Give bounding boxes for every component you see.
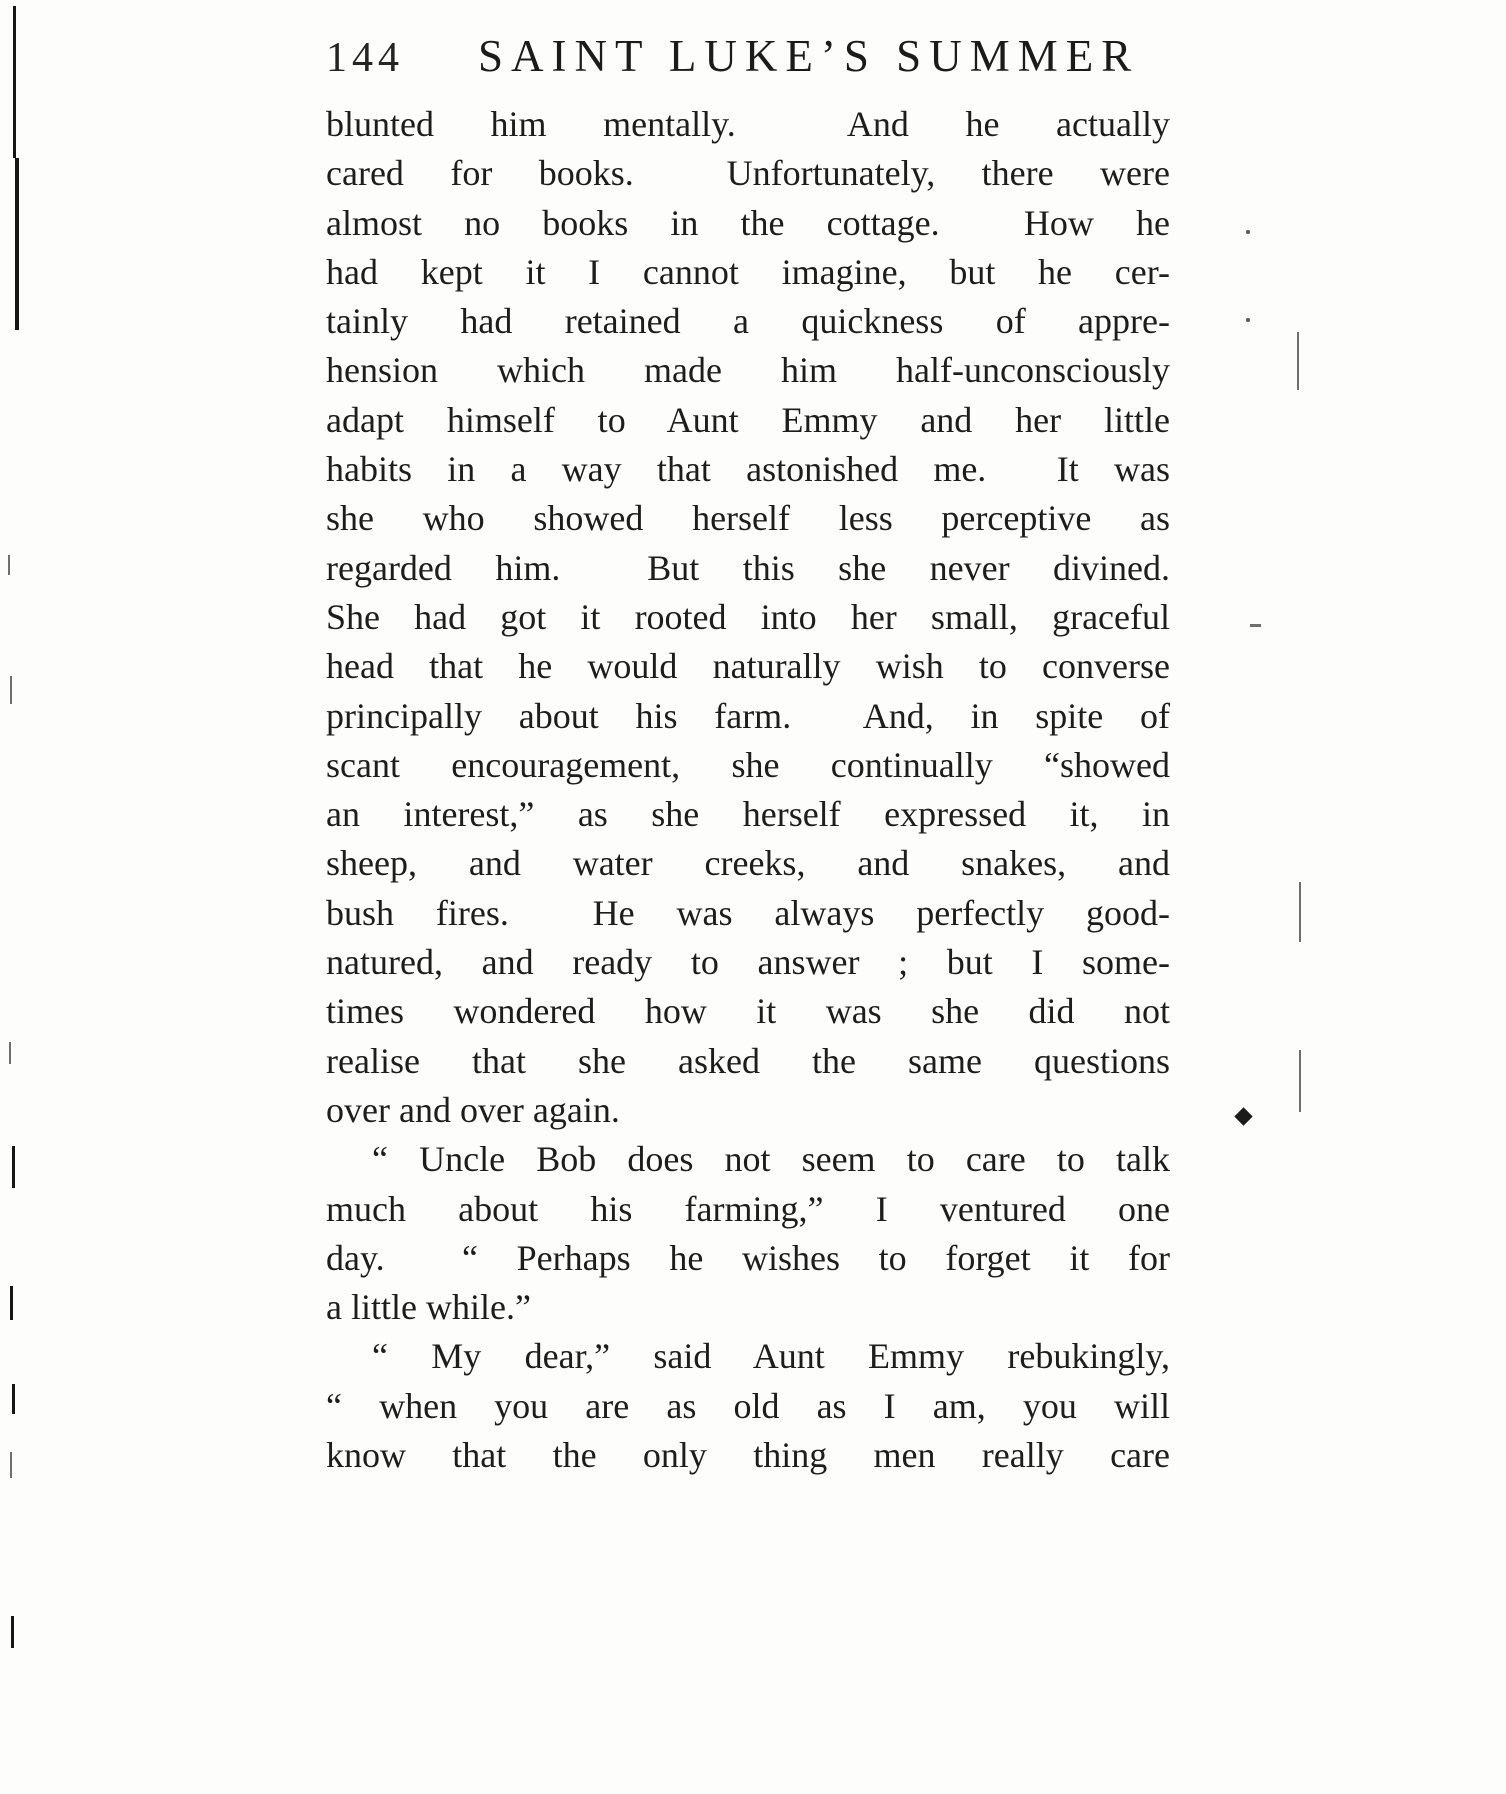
scan-artifact-dash bbox=[1250, 624, 1261, 627]
scan-artifact-diamond bbox=[1234, 1107, 1252, 1125]
text-line: head that he would naturally wish to converse bbox=[326, 646, 1170, 687]
scan-artifact-left-line bbox=[13, 6, 16, 158]
scan-artifact-left-tick bbox=[10, 1286, 13, 1320]
text-line: regarded him. But this she never divined. bbox=[326, 547, 1170, 588]
text-line: realise that she asked the same questions bbox=[326, 1040, 1170, 1081]
scan-artifact-left-tick bbox=[10, 1452, 12, 1478]
scan-artifact-left-tick bbox=[11, 1616, 14, 1648]
text-line: bush fires. He was always perfectly good- bbox=[326, 892, 1170, 933]
text-line: tainly had retained a quickness of appre- bbox=[326, 301, 1170, 342]
text-line: principally about his farm. And, in spite of bbox=[326, 695, 1170, 736]
scan-artifact-left-tick bbox=[10, 676, 12, 704]
text-line: know that the only thing men really care bbox=[326, 1435, 1170, 1476]
text-line: almost no books in the cottage. How he bbox=[326, 202, 1170, 243]
text-line: adapt himself to Aunt Emmy and her little bbox=[326, 399, 1170, 440]
scan-artifact-dot bbox=[1246, 318, 1250, 322]
text-line: she who showed herself less perceptive as bbox=[326, 498, 1170, 539]
scan-artifact-left-line bbox=[15, 158, 19, 330]
scan-artifact-right-line bbox=[1297, 332, 1299, 390]
text-block bbox=[326, 100, 1170, 1480]
text-line: a little while.” bbox=[326, 1287, 531, 1328]
text-line: She had got it rooted into her small, graceful bbox=[326, 596, 1170, 637]
scan-artifact-left-tick bbox=[8, 555, 10, 575]
scan-artifact-right-line bbox=[1299, 1050, 1301, 1112]
scan-artifact-left-tick bbox=[9, 1042, 11, 1064]
text-line: day. “ Perhaps he wishes to forget it for bbox=[326, 1237, 1170, 1278]
text-line: much about his farming,” I ventured one bbox=[326, 1188, 1170, 1229]
text-line: hension which made him half-unconsciously bbox=[326, 350, 1170, 391]
scan-artifact-left-tick bbox=[12, 1384, 15, 1414]
page-number: 144 bbox=[326, 35, 404, 81]
text-line: “ My dear,” said Aunt Emmy rebukingly, bbox=[372, 1336, 1170, 1377]
page-title: SAINT LUKE’S SUMMER bbox=[478, 31, 1140, 81]
text-line: “ Uncle Bob does not seem to care to talk bbox=[372, 1139, 1170, 1180]
text-line: blunted him mentally. And he actually bbox=[326, 104, 1170, 144]
text-line: times wondered how it was she did not bbox=[326, 991, 1170, 1032]
text-line: sheep, and water creeks, and snakes, and bbox=[326, 843, 1170, 884]
text-line: “ when you are as old as I am, you will bbox=[326, 1385, 1170, 1426]
text-line: an interest,” as she herself expressed it, in bbox=[326, 794, 1170, 835]
text-line: had kept it I cannot imagine, but he cer- bbox=[326, 251, 1170, 292]
page-header bbox=[326, 30, 1170, 82]
text-line: over and over again. bbox=[326, 1089, 620, 1130]
scan-artifact-dot bbox=[1246, 230, 1250, 234]
text-line: natured, and ready to answer ; but I some- bbox=[326, 942, 1170, 983]
scan-artifact-left-tick bbox=[12, 1146, 15, 1188]
text-line: scant encouragement, she continually “showed bbox=[326, 744, 1170, 785]
text-line: cared for books. Unfortunately, there were bbox=[326, 153, 1170, 194]
text-line: habits in a way that astonished me. It was bbox=[326, 449, 1170, 490]
scan-artifact-right-line bbox=[1299, 882, 1301, 942]
